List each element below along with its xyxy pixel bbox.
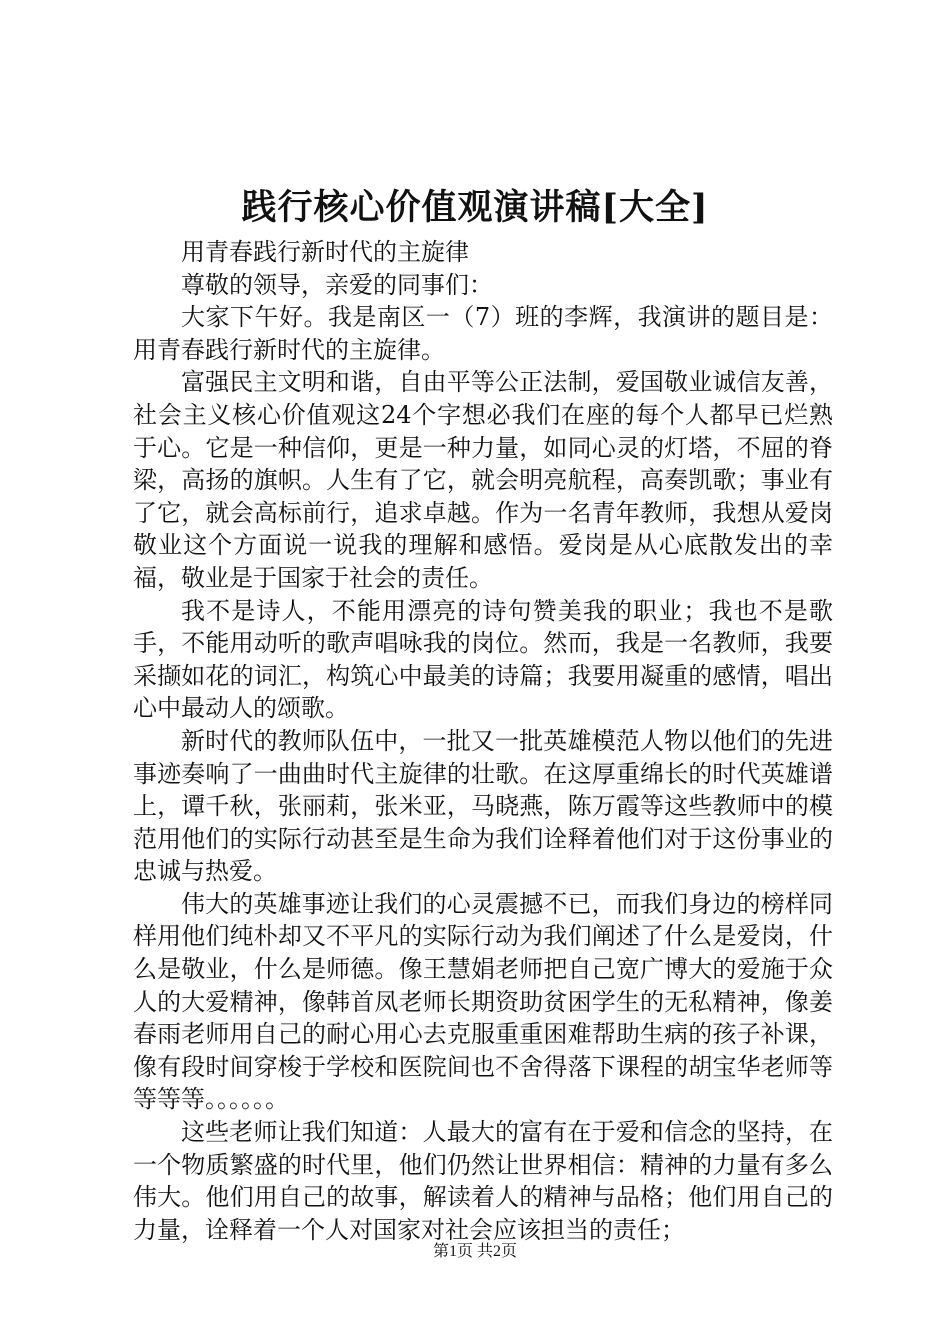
page-number-footer: 第1页 共2页 <box>432 1243 517 1260</box>
paragraph-role-models: 伟大的英雄事迹让我们的心灵震撼不已，而我们身边的榜样同样用他们纯朴却又不平凡的实际行动为我们阐述了什么是爱岗，什么是敬业，什么是师德。像王慧娟老师把自己宽广博大的爱施于众人的大爱精神，像韩首凤老师长期资助贫困学生的无私精神，像姜春雨老师用自己的耐心用心去克服重重困难帮助生病的孩子补课，像有段时间穿梭于学校和医院间也不舍得落下课程的胡宝华老师等等等等。。。。。。 <box>133 889 833 1114</box>
paragraph-salutation: 尊敬的领导，亲爱的同事们： <box>181 270 493 299</box>
paragraph-subtitle: 用青春践行新时代的主旋律 <box>181 238 469 266</box>
paragraph-core-values: 富强民主文明和谐，自由平等公正法制，爱国敬业诚信友善，社会主义核心价值观这24个字想必我们在座的每个人都早已烂熟于心。它是一种信仰，更是一种力量，如同心灵的灯塔，不屈的脊梁，高扬的旗帜。人生有了它，就会明亮航程，高奏凯歌；事业有了它，就会高标前行，追求卓越。作为一名青年教师，我想从爱岗敬业这个方面说一说我的理解和感悟。爱岗是从心底散发出的幸福，敬业是于国家于社会的责任。 <box>133 368 833 592</box>
paragraph-greeting: 大家下午好。我是南区一（7）班的李辉，我演讲的题目是：用青春践行新时代的主旋律。 <box>133 303 833 364</box>
paragraph-heroes: 新时代的教师队伍中，一批又一批英雄模范人物以他们的先进事迹奏响了一曲曲时代主旋律的壮歌。在这厚重绵长的时代英雄谱上，谭千秋，张丽莉，张米亚，马晓燕，陈万霞等这些教师中的模范用他们的实际行动甚至是生命为我们诠释着他们对于这份事业的忠诚与热爱。 <box>133 726 833 886</box>
paragraph-poet: 我不是诗人，不能用漂亮的诗句赞美我的职业；我也不是歌手，不能用动听的歌声唱咏我的岗位。然而，我是一名教师，我要采撷如花的词汇，构筑心中最美的诗篇；我要用凝重的感情，唱出心中最动人的颂歌。 <box>133 596 833 723</box>
paragraph-teachers: 这些老师让我们知道：人最大的富有在于爱和信念的坚持，在一个物质繁盛的时代里，他们仍然让世界相信：精神的力量有多么伟大。他们用自己的故事，解读着人的精神与品格；他们用自己的力量，诠释着一个人对国家对社会应该担当的责任； <box>133 1118 833 1244</box>
document-title: 践行核心价值观演讲稿[大全] <box>241 187 709 228</box>
document-body <box>133 236 833 1246</box>
